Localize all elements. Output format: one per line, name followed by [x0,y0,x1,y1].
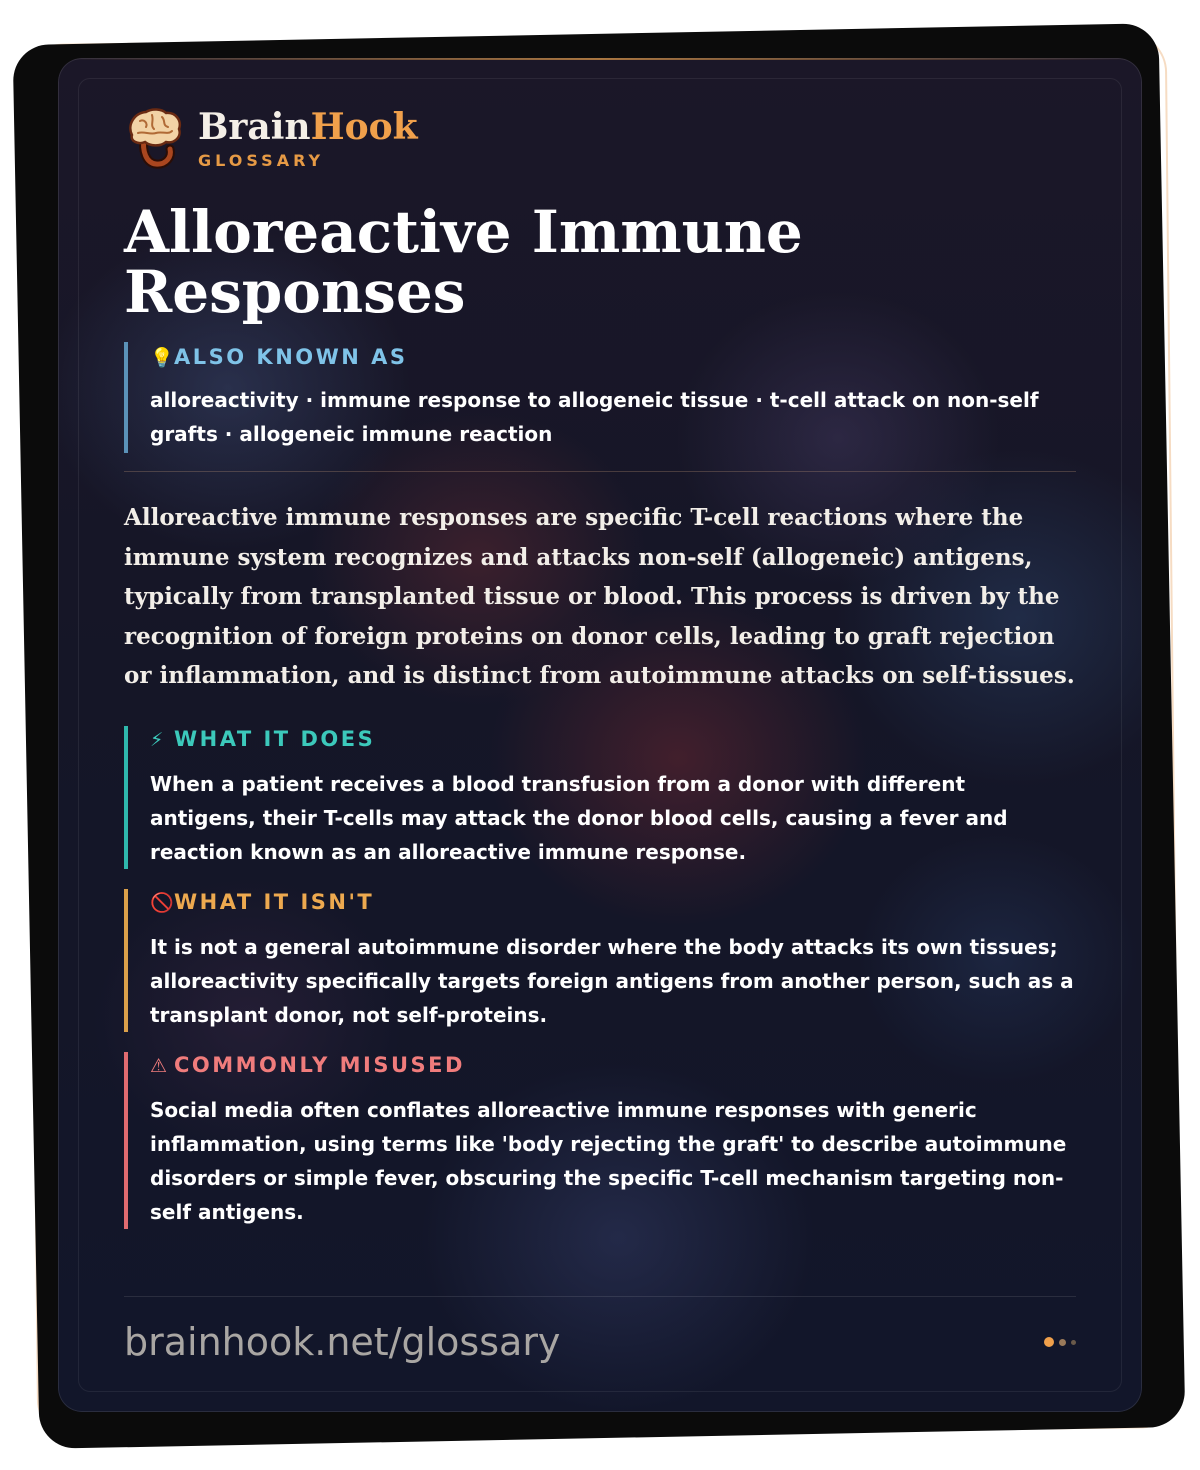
footer-url-link[interactable]: brainhook.net/glossary [124,1320,561,1364]
commonly-misused-section [124,1052,1076,1229]
brand-name-part1: Brain [198,105,311,148]
glossary-card [58,58,1142,1412]
no-entry-icon: 🚫 [150,891,174,914]
pagination-dot [1059,1339,1066,1346]
brand-name [198,107,418,147]
pagination-dot-active [1044,1337,1054,1347]
brand-subtitle: GLOSSARY [198,150,325,170]
term-title: Alloreactive Immune Responses [124,198,803,326]
what-it-does-text: When a patient receives a blood transfusion from a donor with different antigens, their T-cells may attack the donor blood cells, causing a fever and reaction known as an alloreactive immune response. [150,771,1008,864]
warning-icon: ⚠ [150,1054,168,1077]
card-content [124,104,1076,1229]
section-divider [124,471,1076,472]
what-it-isnt-heading: WHAT IT ISN'T [174,889,375,914]
what-it-does-section [124,726,1076,869]
what-it-isnt-text: It is not a general autoimmune disorder where the body attacks its own tissues; alloreactivity specifically targets foreign antigens from another person, such as a transplant donor, not self-proteins. [150,934,1074,1027]
definition-text: Alloreactive immune responses are specific T-cell reactions where the immune system recognizes and attacks non-self (allogeneic) antigens, typically from transplanted tissue or blood. This process is driven by the recognition of foreign proteins on donor cells, leading to graft rejection or inflammation, and is distinct from autoimmune attacks on self-tissues. [124,504,1075,690]
also-known-as-heading: ALSO KNOWN AS [174,345,408,369]
card-footer [124,1296,1076,1364]
what-it-isnt-heading-row [150,889,1076,916]
pagination-dots [1039,1337,1076,1347]
commonly-misused-text: Social media often conflates alloreactive immune responses with generic inflammation, using terms like 'body rejecting the graft' to describe autoimmune disorders or simple fever, obscuring the specific T-cell mechanism targeting non-self antigens. [150,1097,1067,1224]
what-it-does-heading: WHAT IT DOES [174,726,376,751]
lightbulb-icon: 💡 [150,347,174,369]
pagination-dot [1071,1340,1076,1345]
brain-hook-logo-icon [124,107,184,169]
also-known-as-heading-row [150,344,1076,371]
also-known-as-text: alloreactivity · immune response to allogeneic tissue · t-cell attack on non-self grafts · allogeneic immune reaction [150,388,1039,446]
lightning-icon: ⚡ [150,728,164,751]
commonly-misused-heading: COMMONLY MISUSED [174,1052,465,1077]
what-it-isnt-section [124,889,1076,1032]
card-top-glow [58,58,1142,60]
brand-name-part2: Hook [310,105,418,148]
what-it-does-heading-row [150,726,1076,753]
brand-header [124,104,1076,172]
also-known-as-section [124,342,1076,453]
commonly-misused-heading-row [150,1052,1076,1079]
